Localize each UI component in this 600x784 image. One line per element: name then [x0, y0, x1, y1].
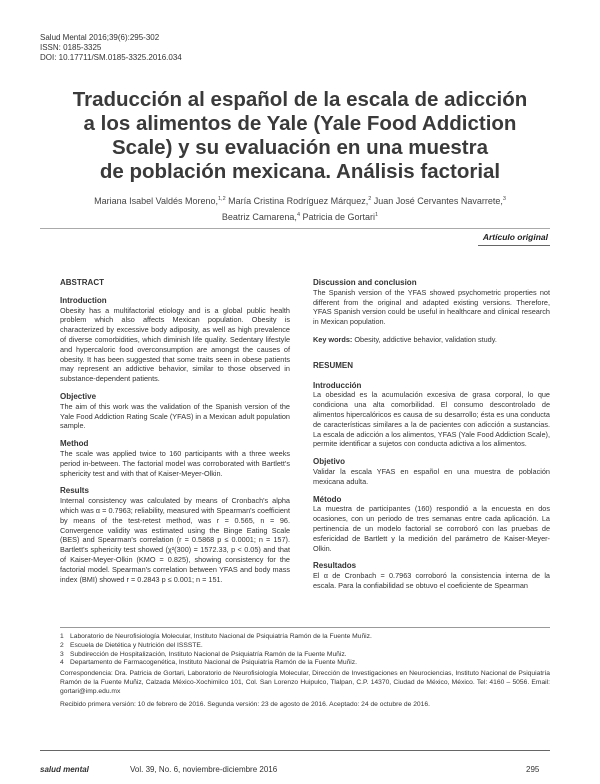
footnote: 1 Laboratorio de Neurofisiología Molecular, Instituto Nacional de Psiquiatría Ramón de la Fuente Muñiz.: [60, 633, 372, 640]
section-heading: Método: [313, 494, 342, 504]
title-line: de población mexicana. Análisis factorial: [99, 160, 501, 183]
page-number: 295: [526, 765, 540, 774]
abstract-discussion: The Spanish version of the YFAS showed psychometric properties not different from the original and adapted existing versions. Therefore, YFAS Spanish version could be useful in healthcare and clinical research in Mexican population.: [313, 287, 550, 327]
author-list: [40, 192, 560, 224]
resumen-method: La muestra de participantes (160) respondió a la encuesta en dos ocasiones, con un periodo de tres semanas entre cada aplicación. La pertinencia de un modelo factorial se corroboró con las pruebas de esfericidad de Bartlett y la medición del parámetro de Kaiser-Meyer-Olkin.: [313, 504, 550, 553]
section-heading: Introducción: [313, 380, 362, 390]
divider: [40, 228, 550, 229]
section-heading: Method: [60, 439, 89, 449]
footnote: 3 Subdirección de Hospitalización, Instituto Nacional de Psiquiatría Ramón de la Fuente Muñiz.: [60, 650, 347, 658]
journal-name: salud mental: [40, 765, 89, 774]
abstract-method: The scale was applied twice to 160 participants with a three weeks period in-between. The factorial model was corroborated with Bartlett's sphericity test and with that of Kaiser-Meyer-Olkin.: [60, 448, 290, 478]
section-heading: Results: [60, 486, 89, 496]
divider: [478, 245, 550, 246]
abstract-objective: The aim of this work was the validation of the Spanish version of the Yale Food Addiction Rating Scale (YFAS) in a Mexican adult population sample.: [60, 401, 290, 431]
affiliation-mark: 1: [375, 212, 379, 218]
title-line: Scale) y su evaluación en una muestra: [112, 136, 488, 159]
abstract-introduction: Obesity has a multifactorial etiology and is a global public health problem which also affects Mexican population. Obesity is characterized by excessive body adiposity, as well as high prevalence of diverse comorbidities, which diminish life quality. Sedentary lifestyle and hypercaloric food overconsumption are amongst the causes of obesity. It has been suggested that some traits seen in obese patients may represent an addictive behavior, similar to those observed in substance-dependent patients.: [60, 305, 290, 384]
correspondence: Correspondencia: Dra. Patricia de Gortari, Laboratorio de Neurofisiología Molecular, Dirección de Investigaciones en Neurociencias, Instituto Nacional de Psiquiatría Ramón de la Fuente Muñiz, Calzada México-Xochimilco 101, Col. San Lorenzo Huipulco, Tlalpan, C.P. 14370, Ciudad de México, México. Tel: 4160 – 5056. Email: gortari@imp.edu.mx: [60, 670, 550, 695]
author: Patricia de Gortari: [300, 212, 376, 222]
issn: ISSN: 0185-3325: [40, 43, 102, 52]
author: Juan José Cervantes Navarrete,: [371, 196, 503, 206]
footnote: 2 Escuela de Dietética y Nutrición del ISSSTE.: [60, 641, 203, 649]
resumen-column: [313, 278, 550, 591]
abstract-heading: ABSTRACT: [60, 278, 104, 287]
keywords-label: Key words:: [313, 334, 353, 344]
resumen-objective: Validar la escala YFAS en español en una muestra de población mexicana adulta.: [313, 466, 550, 486]
affiliation-mark: 1,2: [217, 196, 226, 202]
footnote: 4 Departamento de Farmacogenética, Instituto Nacional de Psiquiatría Ramón de la Fuente Muñiz.: [60, 659, 357, 667]
footer-divider: [40, 750, 550, 751]
doi: DOI: 10.17711/SM.0185-3325.2016.034: [40, 53, 182, 62]
section-heading: Resultados: [313, 561, 357, 571]
issue-info: Vol. 39, No. 6, noviembre-diciembre 2016: [130, 765, 278, 774]
abstract-results: Internal consistency was calculated by means of Cronbach's alpha which was α = 0.7963; reliability, measured with Spearman's coefficient by means of the test-retest method, was r = 0.565, n = 96. Convergence validity was estimated using the Binge Eating Scale (BES) and Spearman's correlation (r = 0.5868 p ≤ 0.0001; n = 157). Bartlett's sphericity test showed (χ²(300) = 1572.33, p < 0.05) and that of Kaiser-Meyer-Olkin (KMO = 0.825), showing consistency for the factorial model. Spearman's correlation between YFAS and body mass index (BMI) showed r = 0.2843 p ≤ 0.001; n = 151.: [60, 496, 290, 584]
section-heading: Introduction: [60, 295, 107, 305]
title-line: a los alimentos de Yale (Yale Food Addiction: [83, 112, 517, 135]
author: Beatriz Camarena,: [221, 212, 297, 222]
author: Mariana Isabel Valdés Moreno,: [94, 196, 218, 206]
affiliation-mark: 4: [296, 212, 300, 218]
section-heading: Objective: [60, 391, 97, 401]
title-line: Traducción al español de la escala de adicción: [72, 88, 528, 111]
footnotes: [60, 633, 550, 709]
received-dates: Recibido primera versión: 10 de febrero de 2016. Segunda versión: 23 de agosto de 2016. Aceptado: 24 de octubre de 2016.: [60, 700, 430, 708]
abstract-column: [60, 278, 290, 584]
affiliation-mark: 3: [502, 196, 506, 202]
article-type: Artículo original: [482, 232, 548, 242]
citation: Salud Mental 2016;39(6):295-302: [40, 33, 160, 42]
affiliation-mark: 2: [368, 196, 372, 202]
resumen-results: El α de Cronbach = 0.7963 corroboró la consistencia interna de la escala. Para la confiabilidad se obtuvo el coeficiente de Spearman: [313, 571, 550, 590]
author: María Cristina Rodríguez Márquez,: [225, 196, 369, 206]
keywords: Obesity, addictive behavior, validation study.: [352, 334, 497, 344]
citation-block: [40, 33, 182, 63]
section-heading: Objetivo: [313, 457, 346, 467]
footnote-divider: [60, 627, 550, 628]
section-heading: Discussion and conclusion: [313, 278, 417, 287]
resumen-introduction: La obesidad es la acumulación excesiva de grasa corporal, lo que condiciona una alta comorbilidad. El consumo descontrolado de alimentos hipercalóricos es causa de su desarrollo; ésta es una conducta de características similares a la de pacientes con adicción a sustancias. La escala de adicción a los alimentos, YFAS (Yale Food Addiction Scale), permite identificar a sujetos con conducta adictiva a los alimentos.: [313, 390, 551, 449]
article-title: [60, 88, 540, 184]
resumen-heading: RESUMEN: [313, 360, 354, 370]
